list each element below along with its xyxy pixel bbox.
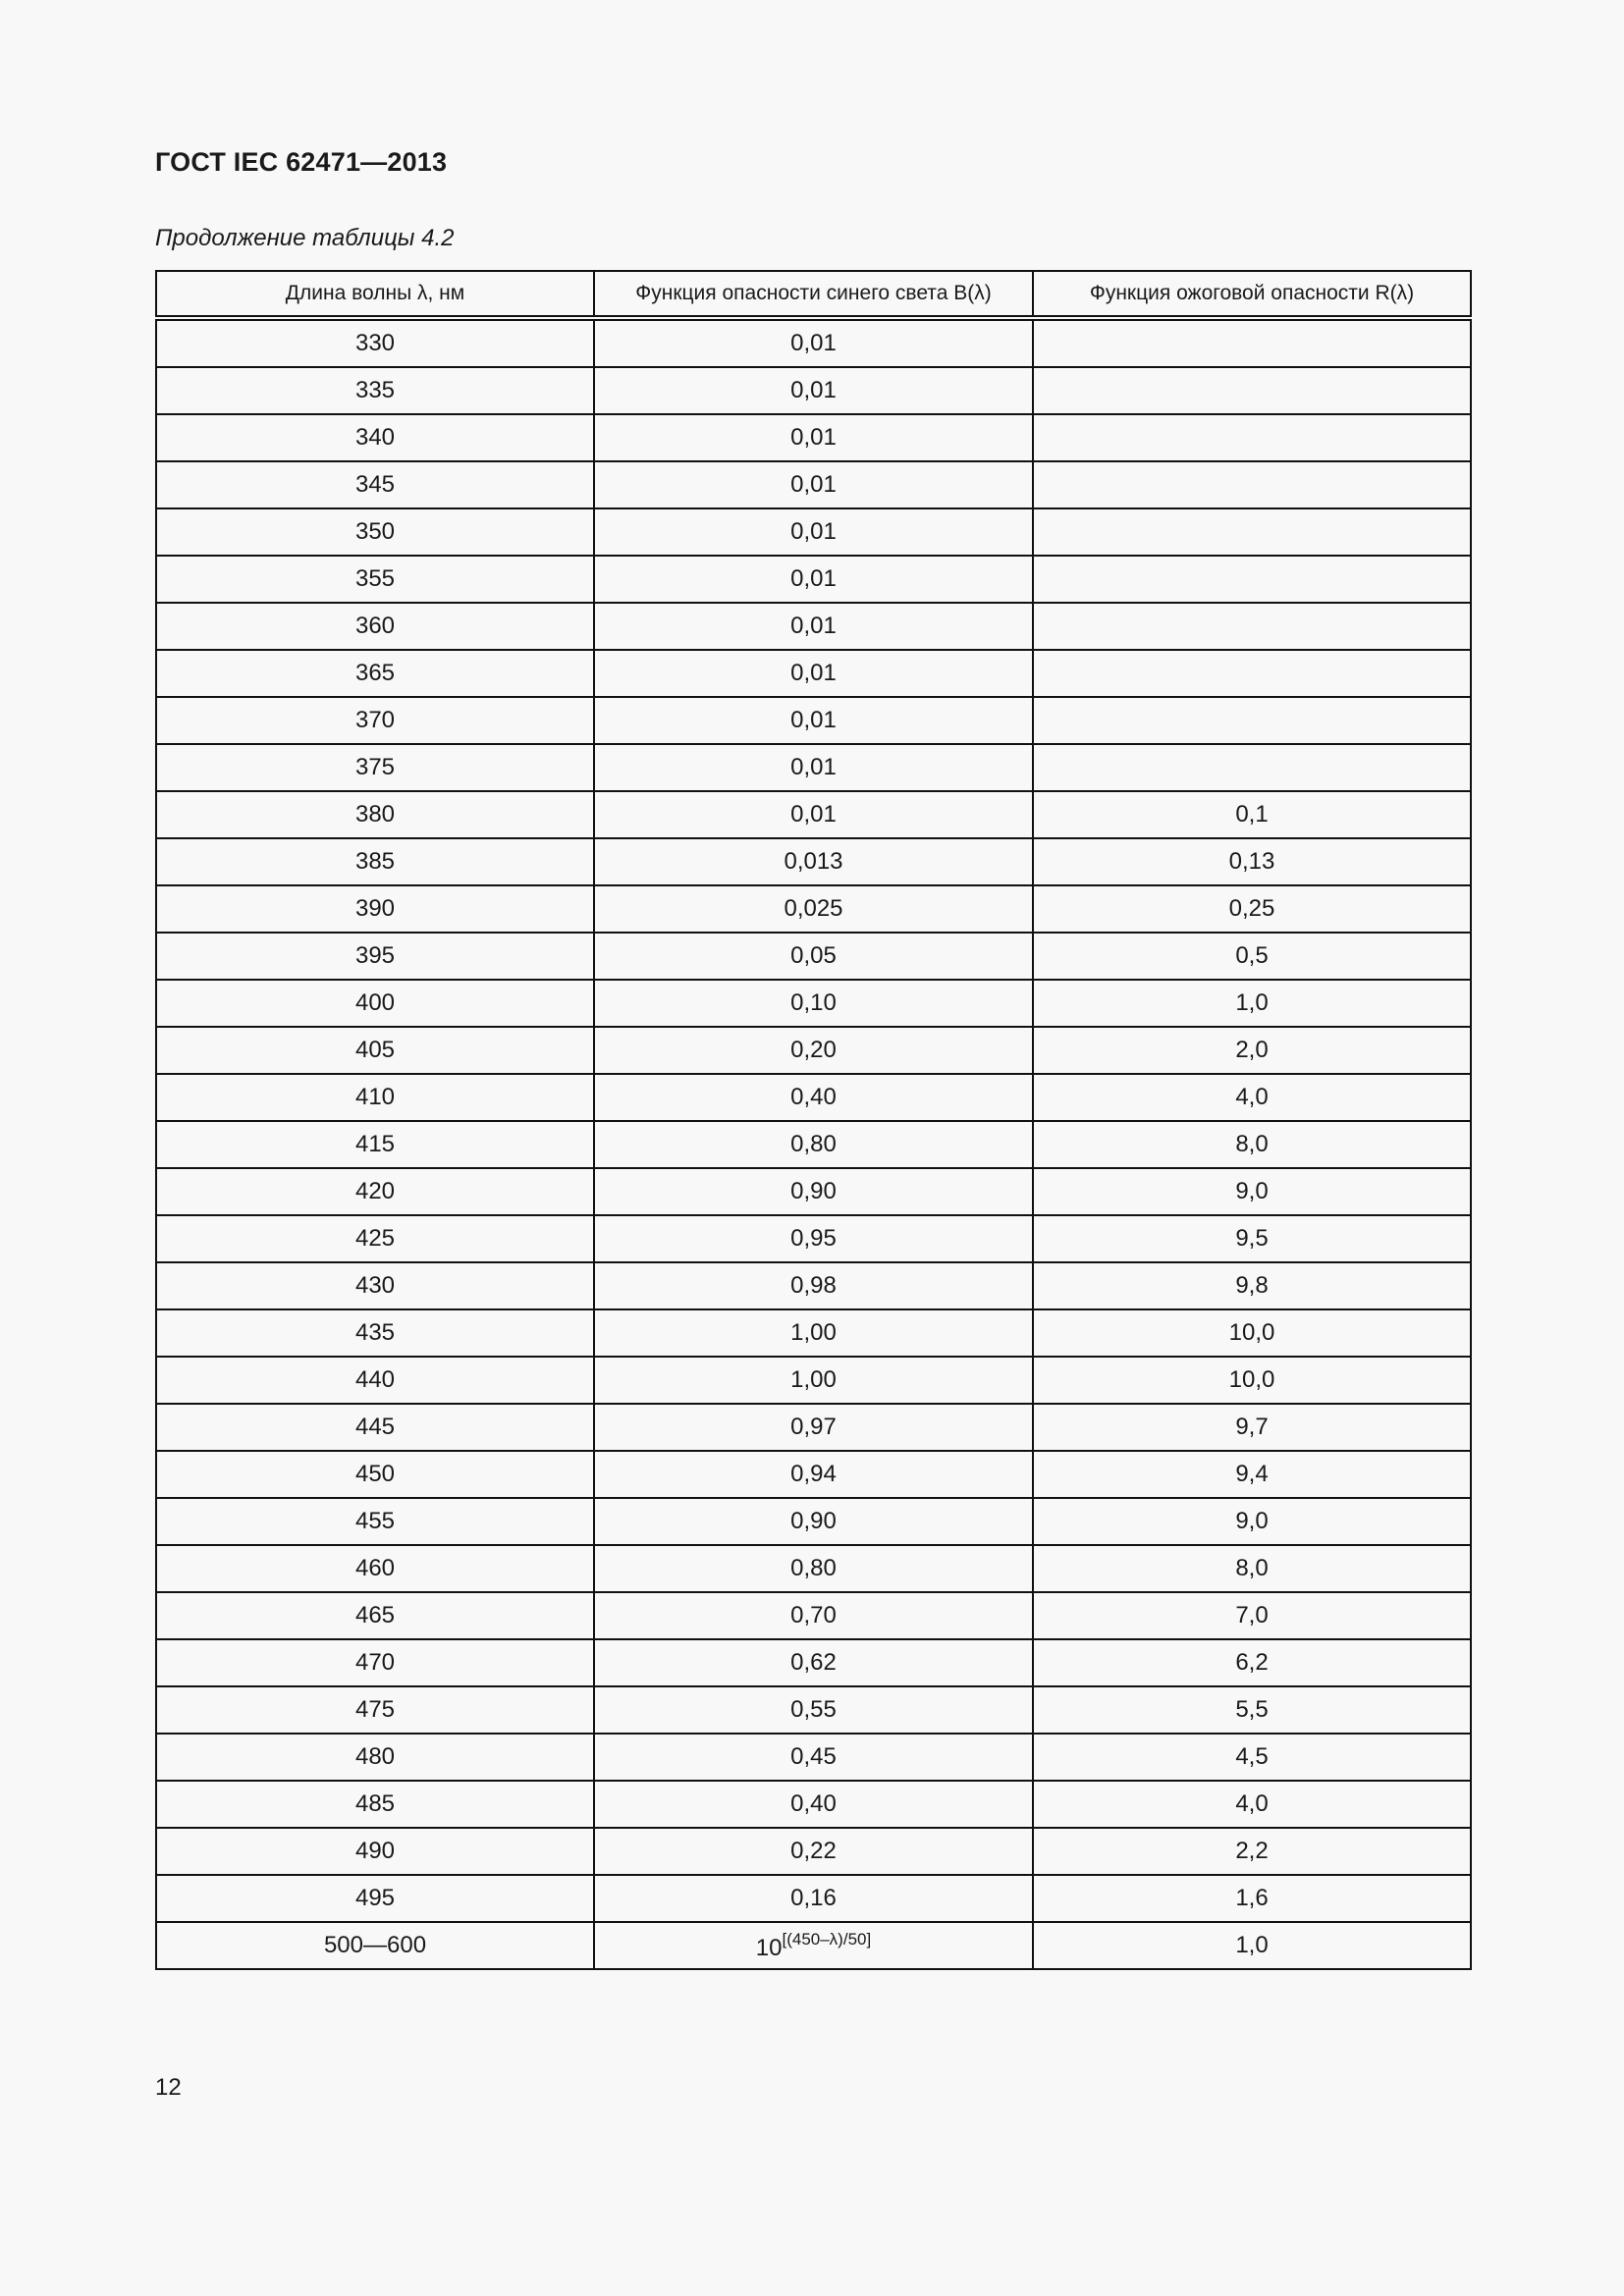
table-row: [156, 1828, 1471, 1875]
table-row: [156, 1121, 1471, 1168]
table-row: [156, 744, 1471, 791]
cell-wavelength: 465: [156, 1592, 594, 1639]
cell-burn-hazard: [1033, 744, 1471, 791]
cell-blue-light-hazard: 0,01: [594, 508, 1033, 556]
cell-wavelength: 350: [156, 508, 594, 556]
table-row: [156, 1262, 1471, 1309]
table-row: [156, 650, 1471, 697]
cell-blue-light-hazard: 0,22: [594, 1828, 1033, 1875]
cell-wavelength: 395: [156, 933, 594, 980]
cell-burn-hazard: [1033, 318, 1471, 367]
cell-burn-hazard: 1,6: [1033, 1875, 1471, 1922]
cell-burn-hazard: [1033, 461, 1471, 508]
cell-blue-light-hazard: 0,01: [594, 791, 1033, 838]
cell-burn-hazard: 6,2: [1033, 1639, 1471, 1686]
cell-blue-light-hazard: 0,01: [594, 603, 1033, 650]
cell-blue-light-hazard: 0,01: [594, 367, 1033, 414]
cell-wavelength: 380: [156, 791, 594, 838]
table-row: [156, 791, 1471, 838]
cell-wavelength: 415: [156, 1121, 594, 1168]
table-row: [156, 1545, 1471, 1592]
table-row: [156, 838, 1471, 885]
cell-wavelength: 385: [156, 838, 594, 885]
cell-blue-light-hazard: 0,97: [594, 1404, 1033, 1451]
cell-blue-light-hazard: 0,90: [594, 1168, 1033, 1215]
cell-burn-hazard: 1,0: [1033, 980, 1471, 1027]
cell-wavelength: 370: [156, 697, 594, 744]
cell-wavelength: 355: [156, 556, 594, 603]
table-row: [156, 697, 1471, 744]
cell-wavelength: 485: [156, 1781, 594, 1828]
cell-blue-light-hazard: 0,90: [594, 1498, 1033, 1545]
cell-wavelength: 455: [156, 1498, 594, 1545]
table-row: [156, 1592, 1471, 1639]
table-row: [156, 1027, 1471, 1074]
cell-wavelength: 480: [156, 1734, 594, 1781]
cell-burn-hazard: 9,7: [1033, 1404, 1471, 1451]
cell-blue-light-hazard: 0,80: [594, 1545, 1033, 1592]
cell-blue-light-hazard: 0,94: [594, 1451, 1033, 1498]
cell-burn-hazard: 7,0: [1033, 1592, 1471, 1639]
cell-blue-light-hazard: 0,95: [594, 1215, 1033, 1262]
cell-burn-hazard: [1033, 603, 1471, 650]
table-row: [156, 556, 1471, 603]
cell-blue-light-hazard: 0,013: [594, 838, 1033, 885]
document-header: ГОСТ IEC 62471—2013: [155, 147, 448, 177]
cell-wavelength: 475: [156, 1686, 594, 1734]
cell-blue-light-hazard: 0,01: [594, 318, 1033, 367]
cell-wavelength: 430: [156, 1262, 594, 1309]
column-header-blue-light-hazard: Функция опасности синего света B(λ): [594, 271, 1033, 318]
cell-burn-hazard: [1033, 650, 1471, 697]
cell-wavelength: 375: [156, 744, 594, 791]
cell-wavelength: 390: [156, 885, 594, 933]
table-row: [156, 461, 1471, 508]
cell-wavelength: 435: [156, 1309, 594, 1357]
cell-blue-light-hazard: 1,00: [594, 1309, 1033, 1357]
table-row-last: [156, 1922, 1471, 1969]
cell-burn-hazard: [1033, 508, 1471, 556]
cell-wavelength: 335: [156, 367, 594, 414]
table-row: [156, 367, 1471, 414]
table-row: [156, 1734, 1471, 1781]
cell-blue-light-hazard: 0,80: [594, 1121, 1033, 1168]
cell-burn-hazard: 0,5: [1033, 933, 1471, 980]
cell-wavelength: 365: [156, 650, 594, 697]
cell-wavelength: 470: [156, 1639, 594, 1686]
cell-blue-light-hazard: 0,45: [594, 1734, 1033, 1781]
table-header: [156, 271, 1471, 318]
cell-blue-light-hazard: 0,16: [594, 1875, 1033, 1922]
cell-burn-hazard: 9,8: [1033, 1262, 1471, 1309]
cell-wavelength: 500—600: [156, 1922, 594, 1969]
cell-burn-hazard: 10,0: [1033, 1309, 1471, 1357]
cell-blue-light-hazard: 0,01: [594, 650, 1033, 697]
cell-blue-light-hazard: 0,01: [594, 414, 1033, 461]
cell-burn-hazard: 2,0: [1033, 1027, 1471, 1074]
cell-blue-light-hazard: 0,70: [594, 1592, 1033, 1639]
cell-burn-hazard: 1,0: [1033, 1922, 1471, 1969]
cell-wavelength: 450: [156, 1451, 594, 1498]
formula-exponent: [(450–λ)/50]: [782, 1929, 872, 1949]
cell-burn-hazard: 9,0: [1033, 1498, 1471, 1545]
cell-burn-hazard: [1033, 556, 1471, 603]
table-row: [156, 885, 1471, 933]
cell-wavelength: 420: [156, 1168, 594, 1215]
cell-burn-hazard: 10,0: [1033, 1357, 1471, 1404]
cell-blue-light-hazard: 0,01: [594, 556, 1033, 603]
table-row: [156, 933, 1471, 980]
cell-wavelength: 405: [156, 1027, 594, 1074]
cell-blue-light-hazard: 0,025: [594, 885, 1033, 933]
cell-blue-light-hazard: 0,62: [594, 1639, 1033, 1686]
cell-wavelength: 440: [156, 1357, 594, 1404]
column-header-wavelength: Длина волны λ, нм: [156, 271, 594, 318]
cell-blue-light-hazard: 0,10: [594, 980, 1033, 1027]
table-row: [156, 1875, 1471, 1922]
table-row: [156, 1639, 1471, 1686]
cell-burn-hazard: 9,0: [1033, 1168, 1471, 1215]
cell-burn-hazard: 4,0: [1033, 1781, 1471, 1828]
cell-wavelength: 410: [156, 1074, 594, 1121]
cell-blue-light-hazard: 1,00: [594, 1357, 1033, 1404]
cell-burn-hazard: [1033, 697, 1471, 744]
cell-blue-light-hazard: 0,05: [594, 933, 1033, 980]
cell-burn-hazard: [1033, 367, 1471, 414]
table-row: [156, 1074, 1471, 1121]
hazard-function-table: [155, 270, 1472, 1970]
page-number: 12: [155, 2074, 182, 2101]
table-row: [156, 1498, 1471, 1545]
cell-burn-hazard: 0,13: [1033, 838, 1471, 885]
cell-burn-hazard: 8,0: [1033, 1545, 1471, 1592]
table-caption: Продолжение таблицы 4.2: [155, 225, 455, 251]
table-header-row: [156, 271, 1471, 318]
cell-burn-hazard: 0,25: [1033, 885, 1471, 933]
cell-burn-hazard: 9,5: [1033, 1215, 1471, 1262]
table-row: [156, 1781, 1471, 1828]
table-row: [156, 980, 1471, 1027]
cell-burn-hazard: 8,0: [1033, 1121, 1471, 1168]
table-row: [156, 414, 1471, 461]
cell-blue-light-hazard: 0,40: [594, 1781, 1033, 1828]
cell-wavelength: 425: [156, 1215, 594, 1262]
cell-burn-hazard: 9,4: [1033, 1451, 1471, 1498]
cell-wavelength: 345: [156, 461, 594, 508]
cell-wavelength: 360: [156, 603, 594, 650]
table-row: [156, 318, 1471, 367]
table-row: [156, 1309, 1471, 1357]
column-header-burn-hazard: Функция ожоговой опасности R(λ): [1033, 271, 1471, 318]
cell-wavelength: 340: [156, 414, 594, 461]
cell-burn-hazard: 4,0: [1033, 1074, 1471, 1121]
cell-wavelength: 330: [156, 318, 594, 367]
cell-blue-light-hazard: 0,55: [594, 1686, 1033, 1734]
cell-wavelength: 400: [156, 980, 594, 1027]
cell-blue-light-hazard: 0,01: [594, 697, 1033, 744]
table-row: [156, 603, 1471, 650]
formula-base: 10: [755, 1934, 783, 1961]
cell-burn-hazard: 2,2: [1033, 1828, 1471, 1875]
cell-burn-hazard: 5,5: [1033, 1686, 1471, 1734]
table-row: [156, 1215, 1471, 1262]
cell-blue-light-hazard: 0,20: [594, 1027, 1033, 1074]
cell-wavelength: 490: [156, 1828, 594, 1875]
cell-blue-light-hazard: 0,40: [594, 1074, 1033, 1121]
cell-wavelength: 495: [156, 1875, 594, 1922]
table-row: [156, 1357, 1471, 1404]
table-row: [156, 1168, 1471, 1215]
cell-blue-light-hazard: 0,01: [594, 744, 1033, 791]
cell-blue-light-hazard: 0,01: [594, 461, 1033, 508]
cell-blue-light-hazard: 0,98: [594, 1262, 1033, 1309]
table-row: [156, 1404, 1471, 1451]
cell-wavelength: 445: [156, 1404, 594, 1451]
table-body: [156, 318, 1471, 1969]
table-row: [156, 1686, 1471, 1734]
table-row: [156, 508, 1471, 556]
cell-burn-hazard: [1033, 414, 1471, 461]
table-row: [156, 1451, 1471, 1498]
cell-blue-light-formula: [594, 1922, 1033, 1969]
cell-wavelength: 460: [156, 1545, 594, 1592]
cell-burn-hazard: 4,5: [1033, 1734, 1471, 1781]
cell-burn-hazard: 0,1: [1033, 791, 1471, 838]
